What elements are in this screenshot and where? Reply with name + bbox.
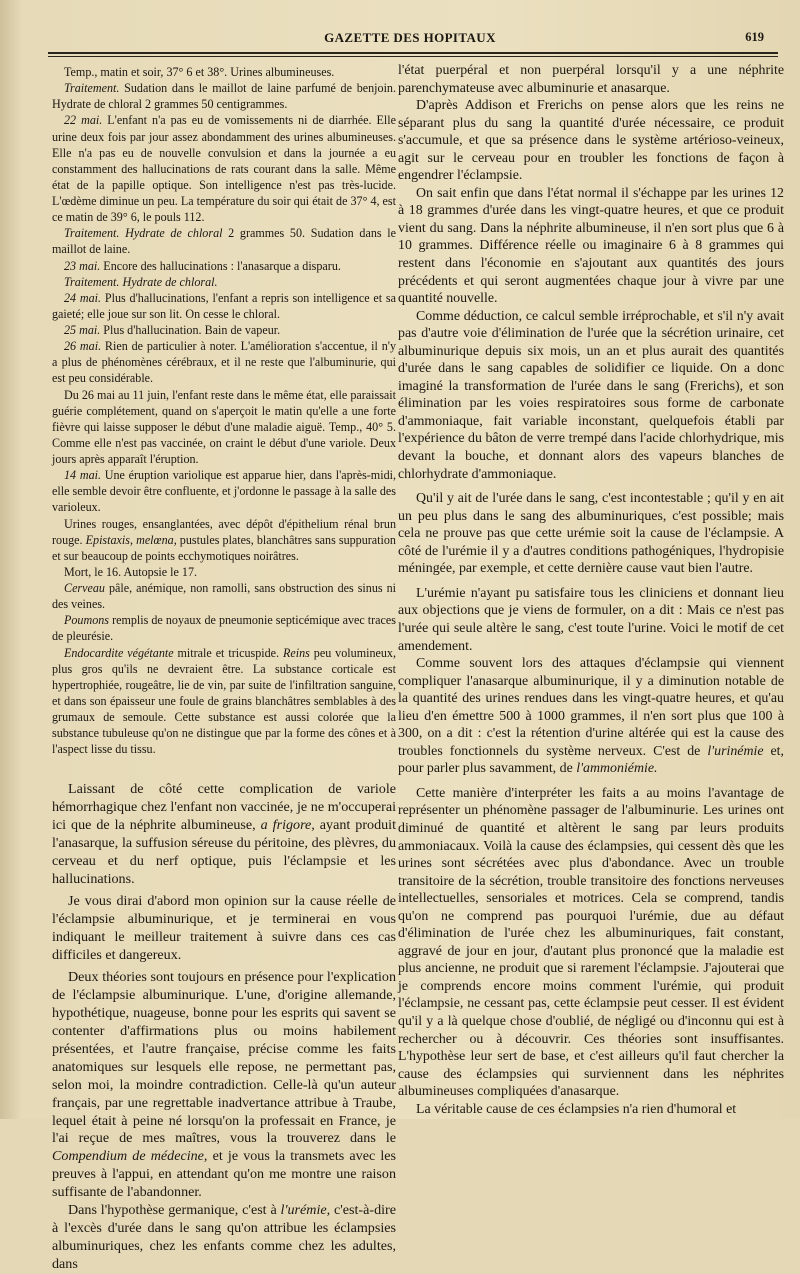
- case-note: Temp., matin et soir, 37° 6 et 38°. Urines albumineuses.: [64, 65, 335, 79]
- case-note: 22 mai. L'enfant n'a pas eu de vomissements ni de diarrhée. Elle urine deux fois par jour assez abondamment des urines albumineuses. Elle n'a pas eu de nouvelle convulsion et dans la journée a eu constamment des hallucinations de rats courant dans la salle. Même état de la papille optique. Son intelligence n'est pas très-lucide. L'œdème diminue un peu. La température du soir qui était de 37° 4, est ce matin de 39° 6, le pouls 112.: [52, 113, 397, 225]
- case-note: Endocardite végétante mitrale et tricuspide. Reins peu volumineux, plus gros qu'ils ne devraient être. La substance corticale est hypertrophiée, rougeâtre, lie de vin, par suite de l'infiltration sanguine, et dans son épaisseur une foule de grains blanchâtres semblables à des grumaux de semoule. Cette substance est aussi colorée que la substance tubuleuse qu'on ne distingue que par la forme des cônes et à l'aspect lisse du tissu.: [52, 645, 396, 757]
- body-paragraph: Cette manière d'interpréter les faits a au moins l'avantage de représenter un phénomène passager de l'albuminurie. Les urines ont diminué de quantité et altèrent le sang par leurs produits ammoniacaux. Voilà la cause des éclampsies, qui cessent dès que les urines sont sécrétées avec plus d'abondance. Avec un trouble transitoire de la sécrétion, trouble transitoire des fonctions nerveuses intellectuelles, sensoriales et motrices. Cela se comprend, tandis qu'on ne comprend pas pourquoi l'urémie, due au défaut d'élimination de l'urée chez les albuminuriques, fait constant, aggravé de jour en jour, d'autant plus prononcé que la maladie est plus ancienne, ne produit que si rarement l'éclampsie. J'ajouterai que je comprends encore moins comment l'urémie, qui produit l'éclampsie, ne cessant pas, cette éclampsie peut cesser. Il est évident qu'il y a là quelque chose d'oublié, de négligé ou d'inconnu qui est à rechercher ou à découvrir. Ces théories sont insuffisantes. L'hypothèse leur sert de base, et c'est ailleurs qu'il faut chercher la cause des éclampsies qui surviennent dans les néphrites albumineuses compliquées d'anasarque.: [398, 785, 784, 1100]
- body-paragraph: Deux théories sont toujours en présence pour l'explication de l'éclampsie albuminurique. L'une, d'origine allemande, hypothétique, nuageuse, bonne pour les esprits qui savent se contenter d'affirmations plus ou moins habilement présentées, et l'autre française, précise comme les faits anatomiques sur lesquels elle repose, ne permettant pas, selon moi, la moindre contradiction. Celle-là qu'un auteur français, par une regrettable inadvertance attribue à Traube, lequel était à peine né lorsqu'on la professait en France, je l'ai reçue de mes maîtres, vous la trouverez dans le Compendium de médecine, et je vous la transmets avec les preuves à l'appui, en attendant qu'on me montre une raison suffisante de l'abandonner.: [52, 968, 396, 1201]
- header-rule-thin: [48, 56, 778, 57]
- case-notes: [52, 64, 396, 757]
- case-note: 26 mai. Rien de particulier à noter. L'amélioration s'accentue, il n'y a plus de phénomènes cérébraux, et il ne reste que l'albuminurie, qui est peu considérable.: [52, 339, 396, 386]
- body-paragraph: Comme souvent lors des attaques d'éclampsie qui viennent compliquer l'anasarque albuminurique, il y a diminution notable de la quantité des urines rendues dans les vingt-quatre heures, et qu'au lieu d'en émettre 500 à 1000 grammes, il n'en sort plus que 100 à 300, on a dit : c'est la rétention d'urine altérée qui est la cause des troubles fonctionnels du système nerveux. C'est de l'urinémie et, pour parler plus savamment, de l'ammoniémie.: [398, 656, 784, 777]
- body-paragraph: La véritable cause de ces éclampsies n'a rien d'humoral et: [416, 1101, 737, 1117]
- case-note: 14 mai. Une éruption variolique est apparue hier, dans l'après-midi, elle semble devoir être confluente, et j'ordonne le passage à la salle des varioleux.: [52, 468, 396, 515]
- body-paragraph: On sait enfin que dans l'état normal il s'échappe par les urines 12 à 18 grammes d'urée dans les vingt-quatre heures, et que ce produit vient du sang. Dans la néphrite albumineuse, il n'en sort plus que 6 à 10 grammes. Différence réelle ou imaginaire 6 à 8 grammes qui restent dans l'économie en s'ajoutant aux quantités des jours précédents et qui seront augmentées chaque jour à vivre par une quantité nouvelle.: [398, 185, 784, 307]
- header-rule: [48, 52, 778, 54]
- body-paragraph: Laissant de côté cette complication de variole hémorrhagique chez l'enfant non vaccinée, je ne m'occuperai ici que de la néphrite albumineuse, a frigore, ayant produit l'anasarque, la suffusion séreuse du péritoine, des plèvres, du cerveau et du nerf optique, puis l'éclampsie et les hallucinations.: [52, 781, 396, 888]
- case-note: Cerveau pâle, anémique, non ramolli, sans obstruction des sinus ni des veines.: [52, 581, 396, 612]
- case-note: 23 mai. Encore des hallucinations : l'anasarque a disparu.: [64, 258, 341, 273]
- body-paragraph: Qu'il y ait de l'urée dans le sang, c'est incontestable ; qu'il y en ait un peu plus dans le sang des albuminuriques, c'est possible; mais cela ne prouve pas que cette urémie soit la cause de l'éclampsie. A côté de l'urémie il y a d'autres conditions pathogéniques, l'hydropisie méningée, par exemple, et cette dernière cause vaut bien l'autre.: [398, 491, 784, 577]
- body-paragraph: L'urémie n'ayant pu satisfaire tous les cliniciens et donnant lieu aux objections que je viens de formuler, on a dit : Mais ce n'est pas l'urée qui seule altère le sang, c'est toute l'urine. Voici le motif de cet amendement.: [398, 585, 784, 654]
- case-note: Urines rouges, ensanglantées, avec dépôt d'épithelium rénal brun rouge. Epistaxis, melœna, pustules plates, blanchâtres sans suppuration et sur beaucoup de points ecchymotiques noirâtres.: [52, 516, 396, 563]
- case-note: Traitement. Sudation dans le maillot de laine parfumé de benjoin. Hydrate de chloral 2 grammes 50 centigrammes.: [52, 81, 396, 112]
- case-note: Traitement. Hydrate de chloral.: [64, 274, 218, 289]
- left-column: [52, 64, 396, 1274]
- body-paragraph: l'état puerpéral et non puerpéral lorsqu'il y a une néphrite parenchymateuse avec albuminurie et anasarque.: [398, 63, 784, 96]
- body-paragraph: D'après Addison et Frerichs on pense alors que les reins ne séparant plus du sang la quantité d'urée nécessaire, ce produit s'accumule, et que sa présence dans le système artérioso-veineux, agit sur le cerveau pour en troubler les fonctions de façon à engendrer l'éclampsie.: [398, 98, 784, 184]
- body-paragraph: Dans l'hypothèse germanique, c'est à l'urémie, c'est-à-dire à l'excès d'urée dans le sang qu'on attribue les éclampsies albuminuriques, chez les enfants comme chez les adultes, dans: [52, 1202, 396, 1273]
- case-note: 25 mai. Plus d'hallucination. Bain de vapeur.: [64, 323, 281, 337]
- case-note: 24 mai. Plus d'hallucinations, l'enfant a repris son intelligence et sa gaieté; elle joue sur son lit. On cesse le chloral.: [52, 290, 396, 321]
- lecture-body-left: [52, 781, 396, 1274]
- case-note: Du 26 mai au 11 juin, l'enfant reste dans le même état, elle paraissait guérie complétement, quand on s'aperçoit le matin qu'elle a une forte fièvre qui laisse supposer le début d'une maladie aiguë. Temp., 40° 5. Comme elle n'est pas vaccinée, on craint le début d'une variole. Deux jours après apparaît l'éruption.: [52, 387, 396, 466]
- case-note: Traitement. Hydrate de chloral 2 grammes 50. Sudation dans le maillot de laine.: [52, 226, 396, 257]
- journal-title: GAZETTE DES HOPITAUX: [324, 30, 496, 45]
- page-header: [40, 28, 780, 48]
- page-number: 619: [745, 30, 764, 44]
- right-column: [398, 62, 784, 1118]
- body-paragraph: Je vous dirai d'abord mon opinion sur la cause réelle de l'éclampsie albuminurique, et je terminerai en vous indiquant le meilleur traitement à suivre dans ces cas difficiles et dangereux.: [52, 893, 396, 963]
- case-note: Poumons remplis de noyaux de pneumonie septicémique avec traces de pleurésie.: [52, 613, 396, 644]
- case-note: Mort, le 16. Autopsie le 17.: [64, 564, 198, 579]
- body-paragraph: Comme déduction, ce calcul semble irréprochable, et s'il n'y avait pas d'autre voie d'élimination de l'urée que la sécrétion urinaire, cet albuminurique depuis six mois, un an et plus aurait des quantités d'urée dans le sang capables de solidifier ce liquide. On a donc imaginé la transformation de l'urée dans le sang (Frerichs), et son élimination par les voies respiratoires sous forme de carbonate d'ammoniaque, fait variable inconstant, quelquefois établi par l'expérience du bâton de verre trempé dans l'acide chlorhydrique, mis devant la bouche, et donnant alors des vapeurs blanches de chlorhydrate d'ammoniaque.: [398, 308, 784, 482]
